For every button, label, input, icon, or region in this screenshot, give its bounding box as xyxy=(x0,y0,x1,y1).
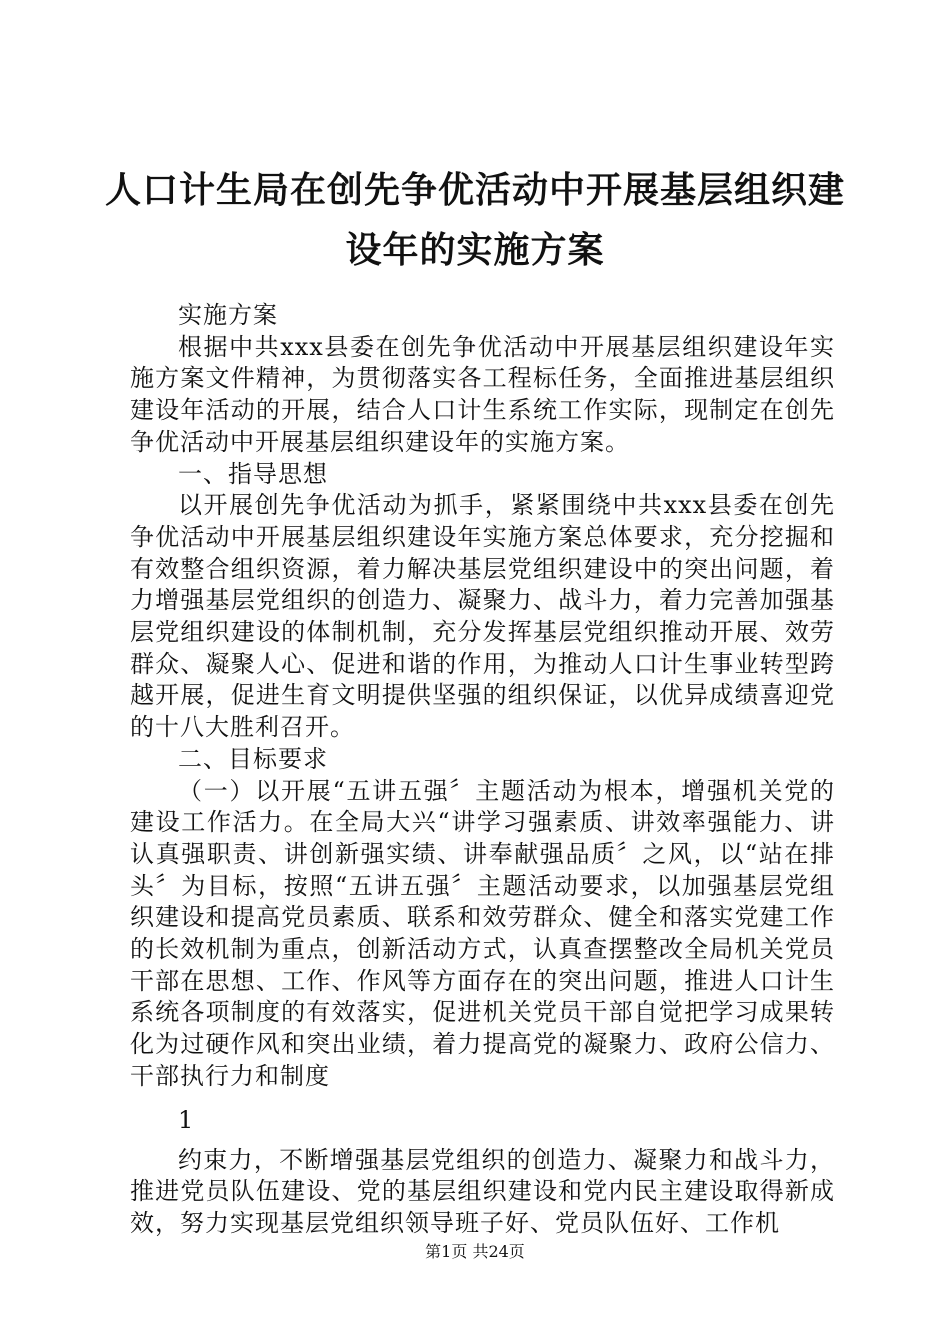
title-line-1: 人口计生局在创先争优活动中开展基层组织建 xyxy=(104,169,845,211)
document-title xyxy=(100,160,850,280)
paragraph-intro: 根据中共xxx县委在创先争优活动中开展基层组织建设年实施方案文件精神，为贯彻落实各工程标任务，全面推进基层组织建设年活动的开展，结合人口计生系统工作实际，现制定在创先争优活动中开展基层组织建设年的实施方案。 xyxy=(130,332,835,456)
section-heading-goals: 二、目标要求 xyxy=(178,744,328,773)
paragraph-guiding-thought: 以开展创先争优活动为抓手，紧紧围绕中共xxx县委在创先争优活动中开展基层组织建设年实施方案总体要求，充分挖掘和有效整合组织资源，着力解决基层党组织建设中的突出问题，着力增强基层党组织的创造力、凝聚力、战斗力，着力完善加强基层党组织建设的体制机制，充分发挥基层党组织推动开展、效劳群众、凝聚人心、促进和谐的作用，为推动人口计生事业转型跨越开展，促进生育文明提供坚强的组织保证，以优异成绩喜迎党的十八大胜利召开。 xyxy=(130,491,835,742)
title-line-2: 设年的实施方案 xyxy=(345,229,605,271)
page-footer: 第1页 共24页 xyxy=(425,1242,525,1261)
paragraph-continuation: 约束力，不断增强基层党组织的创造力、凝聚力和战斗力，推进党员队伍建设、党的基层组织建设和党内民主建设取得新成效，努力实现基层党组织领导班子好、党员队伍好、工作机 xyxy=(130,1145,835,1237)
inline-page-number: 1 xyxy=(178,1105,194,1134)
document-body xyxy=(130,300,835,1240)
section-heading-guiding-thought: 一、指导思想 xyxy=(178,459,328,488)
paragraph-goal-one: （一）以开展“五讲五强〞主题活动为根本，增强机关党的建设工作活力。在全局大兴“讲学习强素质、讲效率强能力、讲认真强职责、讲创新强实绩、讲奉献强品质〞之风，以“站在排头〞为目标，按照“五讲五强〞主题活动要求，以加强基层党组织建设和提高党员素质、联系和效劳群众、健全和落实党建工作的长效机制为重点，创新活动方式，认真查摆整改全局机关党员干部在思想、工作、作风等方面存在的突出问题，推进人口计生系统各项制度的有效落实，促进机关党员干部自觉把学习成果转化为过硬作风和突出业绩，着力提高党的凝聚力、政府公信力、干部执行力和制度 xyxy=(130,776,835,1090)
paragraph-doc-label: 实施方案 xyxy=(178,301,278,329)
